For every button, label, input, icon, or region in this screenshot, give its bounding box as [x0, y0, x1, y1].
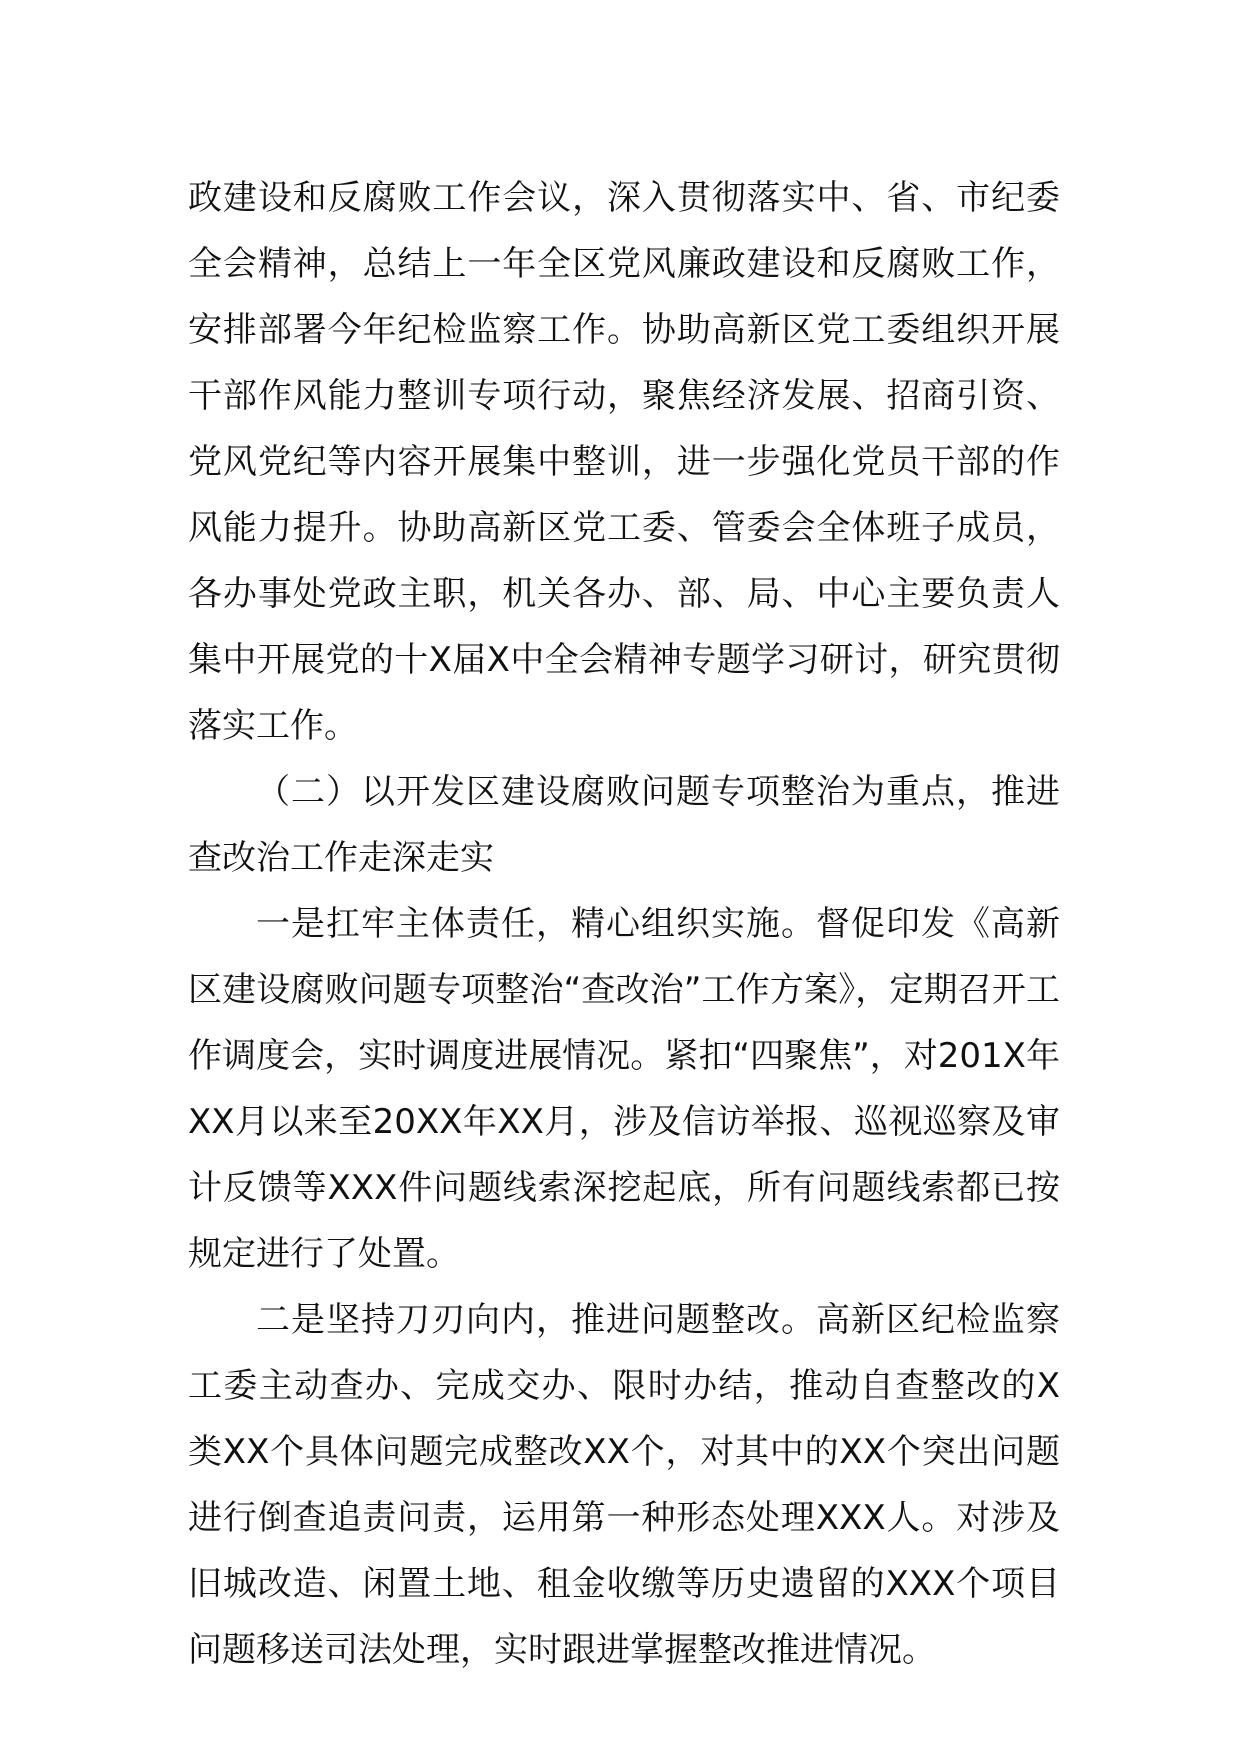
- section-heading-2: （二）以开发区建设腐败问题专项整治为重点，推进查改治工作走深走实: [188, 772, 1060, 878]
- paragraph-point-1: 一是扛牢主体责任，精心组织实施。督促印发《高新区建设腐败问题专项整治“查改治”工作方案》，定期召开工作调度会，实时调度进展情况。紧扣“四聚焦”，对201X年XX月以来至20XX年XX月，涉及信访举报、巡视巡察及审计反馈等XXX件问题线索深挖起底，所有问题线索都已按规定进行了处置。: [188, 904, 1060, 1274]
- document-body: [188, 165, 1060, 1683]
- paragraph-point-2: 二是坚持刀刃向内，推进问题整改。高新区纪检监察工委主动查办、完成交办、限时办结，推动自查整改的X类XX个具体问题完成整改XX个，对其中的XX个突出问题进行倒查追责问责，运用第一种形态处理XXX人。对涉及旧城改造、闲置土地、租金收缴等历史遗留的XXX个项目问题移送司法处理，实时跟进掌握整改推进情况。: [188, 1300, 1060, 1670]
- paragraph-continued: 政建设和反腐败工作会议，深入贯彻落实中、省、市纪委全会精神，总结上一年全区党风廉政建设和反腐败工作，安排部署今年纪检监察工作。协助高新区党工委组织开展干部作风能力整训专项行动，聚焦经济发展、招商引资、党风党纪等内容开展集中整训，进一步强化党员干部的作风能力提升。协助高新区党工委、管委会全体班子成员，各办事处党政主职，机关各办、部、局、中心主要负责人集中开展党的十X届X中全会精神专题学习研讨，研究贯彻落实工作。: [188, 178, 1060, 746]
